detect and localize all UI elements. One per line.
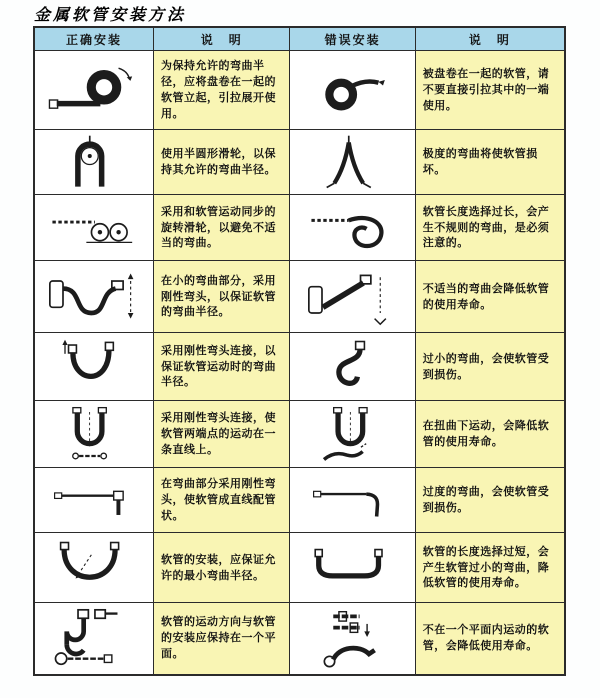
correct-desc-text: 采用刚性弯头连接，使软管两端点的运动在一条直线上。 [160, 411, 276, 456]
correct-image-cell [34, 51, 153, 130]
wrong-desc-cell [415, 533, 565, 603]
wrong-desc-cell [415, 195, 565, 261]
wrong-desc-text: 软管的长度选择过短，会产生软管过小的弯曲，降低软管的使用寿命。 [422, 544, 550, 590]
correct-desc-cell [153, 130, 289, 195]
wrong-desc-text: 软管长度选择过长，会产生不规则的弯曲，是必须注意的。 [422, 204, 550, 250]
coiled-hose-pulled-illustration [301, 60, 405, 120]
twisted-u-hose-illustration [303, 405, 403, 463]
wrong-desc-cell [415, 51, 565, 130]
correct-image-cell [34, 261, 153, 333]
correct-image-cell [34, 333, 153, 401]
header-correct-description: 说 明 [153, 27, 289, 51]
correct-desc-text: 在弯曲部分采用刚性弯头，使软管成直线配管状。 [160, 477, 276, 522]
wrong-desc-cell [415, 468, 565, 533]
correct-image-cell [34, 533, 153, 603]
rigid-elbow-s-curve-illustration [42, 266, 146, 328]
too-small-curl-illustration [303, 338, 403, 396]
correct-desc-cell [153, 51, 289, 130]
wrong-desc-text: 过小的弯曲，会使软管受到损伤。 [422, 351, 550, 381]
header-correct-install: 正确安装 [34, 27, 153, 51]
wrong-desc-cell [415, 401, 565, 468]
correct-desc-cell [153, 195, 289, 261]
table-row [34, 468, 565, 533]
wrong-desc-cell [415, 333, 565, 401]
correct-image-cell [34, 603, 153, 675]
sharp-kink-illustration [305, 134, 401, 190]
header-wrong-install: 错误安装 [290, 27, 415, 51]
u-hose-straight-line-motion-illustration [44, 405, 144, 463]
correct-image-cell [34, 195, 153, 261]
wrong-desc-cell [415, 130, 565, 195]
semicircular-pulley-illustration [46, 134, 142, 190]
correct-image-cell [34, 130, 153, 195]
straight-piping-rigid-elbow-illustration [40, 474, 148, 526]
wrong-desc-text: 在扭曲下运动，会降低软管的使用寿命。 [422, 419, 550, 448]
wrong-desc-text: 不在一个平面内运动的软管，会降低使用寿命。 [422, 623, 550, 653]
table-row [34, 51, 565, 130]
correct-desc-cell [153, 333, 289, 401]
minimum-bend-radius-u-illustration [42, 539, 146, 597]
correct-image-cell [34, 401, 153, 468]
wrong-image-cell [290, 401, 415, 468]
over-bent-corner-illustration [299, 474, 407, 526]
diagonal-improper-bend-illustration [301, 266, 405, 328]
wrong-desc-text: 被盘卷在一起的软管，请不要直接引拉其中的一端使用。 [422, 67, 550, 112]
table-row [34, 401, 565, 468]
correct-desc-text: 在小的弯曲部分，采用刚性弯头，以保证软管的弯曲半径。 [160, 273, 276, 319]
wrong-desc-cell [415, 603, 565, 675]
hanging-u-hose-illustration [44, 338, 144, 396]
wrong-desc-text: 不适当的弯曲会降低软管的使用寿命。 [422, 281, 550, 311]
correct-desc-cell [153, 603, 289, 675]
wrong-image-cell [290, 51, 415, 130]
correct-desc-cell [153, 261, 289, 333]
page-title: 金属软管安装方法 [34, 5, 187, 24]
correct-image-cell [34, 468, 153, 533]
rotating-pulleys-illustration [42, 200, 146, 256]
table-row [34, 130, 565, 195]
correct-desc-cell [153, 468, 289, 533]
correct-desc-text: 为保持允许的弯曲半径，应将盘卷在一起的软管立起，引拉展开使用。 [160, 59, 276, 120]
wrong-desc-text: 极度的弯曲将使软管损坏。 [422, 147, 538, 176]
correct-desc-text: 采用和软管运动同步的旋转滑轮，以避免不适当的弯曲。 [160, 204, 276, 250]
table-row [34, 333, 565, 401]
table-row [34, 261, 565, 333]
table-row [34, 603, 565, 675]
one-plane-installation-illustration [42, 607, 146, 669]
table-row [34, 533, 565, 603]
wrong-image-cell [290, 195, 415, 261]
wrong-image-cell [290, 130, 415, 195]
irregular-loop-illustration [301, 200, 405, 256]
out-of-plane-motion-illustration [301, 607, 405, 669]
wrong-desc-cell [415, 261, 565, 333]
wrong-image-cell [290, 603, 415, 675]
installation-methods-table [33, 26, 566, 676]
correct-desc-text: 采用刚性弯头连接，以保证软管运动时的弯曲半径。 [160, 343, 276, 389]
correct-desc-cell [153, 401, 289, 468]
table-row [34, 195, 565, 261]
correct-desc-text: 软管的运动方向与软管的安装应保持在一个平面。 [160, 615, 276, 661]
header-row [34, 27, 565, 51]
too-short-flat-bend-illustration [301, 539, 405, 597]
correct-desc-text: 软管的安装，应保证允许的最小弯曲半径。 [160, 552, 276, 582]
wrong-image-cell [290, 468, 415, 533]
correct-desc-cell [153, 533, 289, 603]
coiled-hose-standing-illustration [42, 60, 146, 120]
correct-desc-text: 使用半圆形滑轮，以保持其允许的弯曲半径。 [160, 147, 276, 176]
wrong-desc-text: 过度的弯曲，会使软管受到损伤。 [422, 485, 550, 514]
wrong-image-cell [290, 261, 415, 333]
header-wrong-description: 说 明 [415, 27, 565, 51]
wrong-image-cell [290, 533, 415, 603]
wrong-image-cell [290, 333, 415, 401]
